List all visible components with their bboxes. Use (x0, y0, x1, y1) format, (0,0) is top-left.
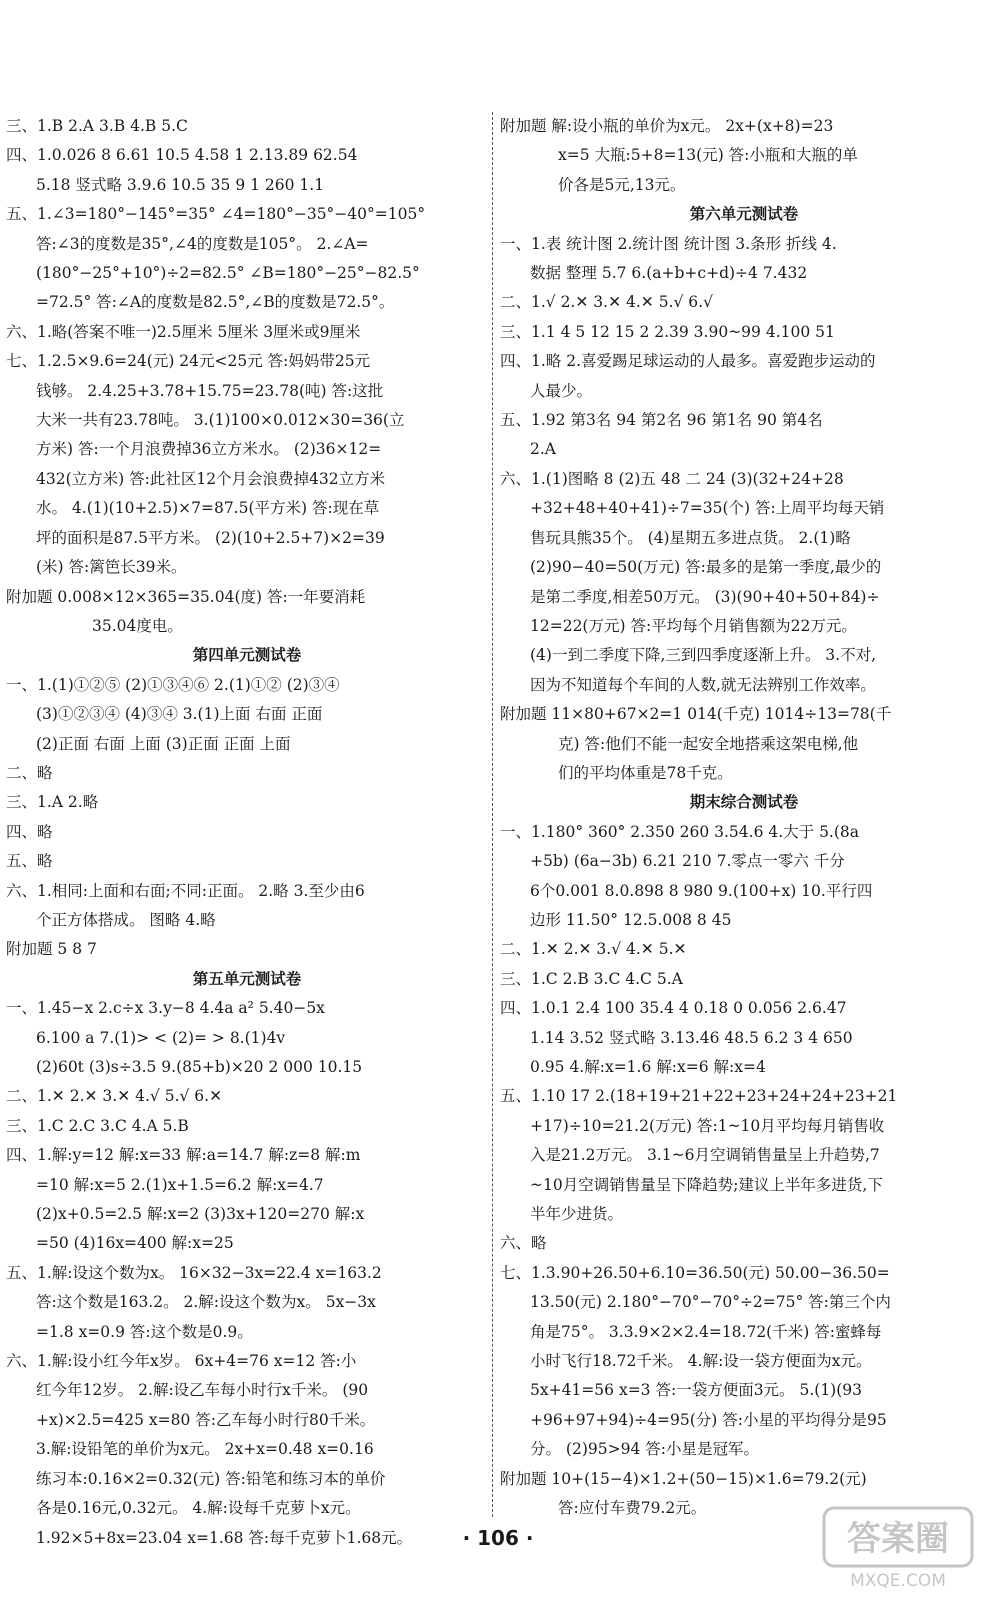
right-answer-column (500, 112, 988, 1524)
answer-line: 分。 (2)95>94 答:小星是冠军。 (530, 1440, 759, 1459)
answer-line: +5b) (6a−3b) 6.21 210 7.零点一零六 千分 (530, 852, 845, 871)
answer-line: (2)60t (3)s÷3.5 9.(85+b)×20 2 000 10.15 (36, 1058, 363, 1076)
answer-line: 钱够。 2.4.25+3.78+15.75=23.78(吨) 答:这批 (36, 381, 384, 400)
answer-line: 们的平均体重是78千克。 (558, 763, 733, 782)
answer-line: 六、1.略(答案不唯一)2.5厘米 5厘米 3厘米或9厘米 (6, 322, 361, 341)
answer-line: +17)÷10=21.2(万元) 答:1~10月平均每月销售收 (530, 1116, 885, 1135)
section-title: 期末综合测试卷 (689, 793, 799, 812)
answer-line: +32+48+40+41)÷7=35(个) 答:上周平均每天销 (530, 499, 885, 518)
answer-line: 七、1.2.5×9.6=24(元) 24元<25元 答:妈妈带25元 (6, 352, 371, 371)
answer-line: 附加题 解:设小瓶的单价为x元。 2x+(x+8)=23 (500, 117, 834, 135)
answer-line: 小时飞行18.72千米。 4.解:设一袋方便面为x元。 (530, 1352, 872, 1371)
answer-line: (2)x+0.5=2.5 解:x=2 (3)3x+120=270 解:x (36, 1205, 365, 1224)
answer-line: 六、1.(1)图略 8 (2)五 48 二 24 (3)(32+24+28 (500, 469, 844, 488)
answer-line: 三、1.C 2.B 3.C 4.C 5.A (500, 969, 683, 988)
answer-line: 0.95 4.解:x=1.6 解:x=6 解:x=4 (530, 1058, 766, 1076)
answer-line: 练习本:0.16×2=0.32(元) 答:铅笔和练习本的单价 (36, 1469, 386, 1488)
answer-line: 四、1.略 2.喜爱踢足球运动的人最多。喜爱跑步运动的 (500, 352, 876, 371)
watermark-cn-text: 答案圈 (847, 1519, 949, 1559)
answer-line: 432(立方米) 答:此社区12个月会浪费掉432立方米 (36, 469, 386, 488)
answer-line: 红今年12岁。 2.解:设乙车每小时行x千米。 (90 (36, 1381, 369, 1400)
answer-line: (2)90−40=50(万元) 答:最多的是第一季度,最少的 (530, 558, 882, 577)
answer-line: 坪的面积是87.5平方米。 (2)(10+2.5+7)×2=39 (36, 528, 385, 547)
answer-line: 2.A (530, 440, 556, 459)
answer-line: 三、1.1 4 5 12 15 2 2.39 3.90~99 4.100 51 (500, 322, 835, 341)
answer-line: 大米一共有23.78吨。 3.(1)100×0.012×30=36(立 (36, 411, 405, 430)
answer-line: 13.50(元) 2.180°−70°−70°÷2=75° 答:第三个内 (530, 1293, 891, 1312)
answer-line: =72.5° 答:∠A的度数是82.5°,∠B的度数是72.5°。 (36, 293, 395, 312)
answer-line: 35.04度电。 (92, 616, 183, 635)
watermark-en-text: MXQE.COM (850, 1571, 946, 1590)
answer-line: 六、1.解:设小红今年x岁。 6x+4=76 x=12 答:小 (6, 1352, 357, 1371)
answer-line: 答:这个数是163.2。 2.解:设这个数为x。 5x−3x (36, 1293, 376, 1312)
column-divider (492, 112, 493, 1517)
answer-line: 6个0.001 8.0.898 8 980 9.(100+x) 10.平行四 (530, 881, 873, 900)
answer-line: 附加题 10+(15−4)×1.2+(50−15)×1.6=79.2(元) (500, 1469, 867, 1488)
answer-line: x=5 大瓶:5+8=13(元) 答:小瓶和大瓶的单 (558, 146, 858, 165)
answer-line: 四、1.0.1 2.4 100 35.4 4 0.18 0 0.056 2.6.47 (500, 999, 847, 1018)
page-number: · 106 · (462, 1526, 534, 1550)
answer-line: 五、1.10 17 2.(18+19+21+22+23+24+24+23+21 (500, 1087, 898, 1106)
answer-line: 人最少。 (530, 381, 593, 400)
answer-line: 一、1.180° 360° 2.350 260 3.54.6 4.大于 5.(8a (500, 822, 860, 841)
answer-line: 数据 整理 5.7 6.(a+b+c+d)÷4 7.432 (530, 264, 808, 283)
answer-line: 三、1.A 2.略 (6, 793, 99, 812)
answer-line: 1.14 3.52 竖式略 3.13.46 48.5 6.2 3 4 650 (530, 1028, 853, 1047)
answer-line: =10 解:x=5 2.(1)x+1.5=6.2 解:x=4.7 (36, 1175, 324, 1194)
answer-line: 七、1.3.90+26.50+6.10=36.50(元) 50.00−36.50= (500, 1263, 890, 1282)
answer-line: 二、1.√ 2.✕ 3.✕ 4.✕ 5.√ 6.√ (500, 293, 713, 312)
answer-line: 四、1.解:y=12 解:x=33 解:a=14.7 解:z=8 解:m (6, 1146, 361, 1165)
answer-line: 6.100 a 7.(1)> < (2)= > 8.(1)4v (36, 1028, 286, 1047)
answer-line: 一、1.(1)①②⑤ (2)①③④⑥ 2.(1)①② (2)③④ (6, 675, 340, 694)
answer-line: 二、1.✕ 2.✕ 3.√ 4.✕ 5.✕ (500, 940, 687, 959)
answer-line: 四、略 (6, 822, 53, 841)
answer-line: 五、略 (6, 852, 53, 871)
answer-line: +96+97+94)÷4=95(分) 答:小星的平均得分是95 (530, 1410, 887, 1429)
answer-line: 入是21.2万元。 3.1~6月空调销售量呈上升趋势,7 (530, 1146, 880, 1165)
answer-line: 价各是5元,13元。 (558, 175, 686, 194)
answer-line: 答:应付车费79.2元。 (558, 1499, 707, 1518)
answer-line: 角是75°。 3.3.9×2×2.4=18.72(千米) 答:蜜蜂每 (530, 1322, 882, 1341)
answer-line: 五、1.∠3=180°−145°=35° ∠4=180°−35°−40°=105° (6, 205, 426, 224)
answer-line: 六、略 (500, 1234, 547, 1253)
answer-line: 附加题 11×80+67×2=1 014(千克) 1014÷13=78(千 (500, 705, 892, 724)
section-title: 第五单元测试卷 (192, 969, 302, 988)
answer-line: 五、1.解:设这个数为x。 16×32−3x=22.4 x=163.2 (6, 1263, 382, 1282)
answer-line: 附加题 0.008×12×365=35.04(度) 答:一年要消耗 (6, 587, 366, 606)
answer-line: 水。 4.(1)(10+2.5)×7=87.5(平方米) 答:现在草 (36, 499, 380, 518)
answer-line: 12=22(万元) 答:平均每个月销售额为22万元。 (530, 616, 857, 635)
section-title: 第六单元测试卷 (689, 205, 799, 224)
answer-line: 方米) 答:一个月浪费掉36立方米水。 (2)36×12= (36, 440, 382, 459)
answer-line: 一、1.表 统计图 2.统计图 统计图 3.条形 折线 4. (500, 234, 837, 253)
answer-line: 5x+41=56 x=3 答:一袋方便面3元。 5.(1)(93 (530, 1381, 862, 1400)
answer-line: 半年少进货。 (530, 1205, 624, 1224)
answer-line: =1.8 x=0.9 答:这个数是0.9。 (36, 1322, 253, 1341)
answer-line: 五、1.92 第3名 94 第2名 96 第1名 90 第4名 (500, 411, 823, 430)
answer-line: 一、1.45−x 2.c÷x 3.y−8 4.4a a² 5.40−5x (6, 999, 325, 1018)
watermark-logo (822, 1506, 974, 1590)
answer-line: (米) 答:篱笆长39米。 (36, 558, 187, 577)
answer-line: 二、略 (6, 763, 53, 782)
answer-line: 3.解:设铅笔的单价为x元。 2x+x=0.48 x=0.16 (36, 1440, 374, 1459)
answer-line: (2)正面 右面 上面 (3)正面 正面 上面 (36, 734, 291, 753)
answer-line: 1.92×5+8x=23.04 x=1.68 答:每千克萝卜1.68元。 (36, 1528, 413, 1547)
answer-line: 售玩具熊35个。 (4)星期五多进点货。 2.(1)略 (530, 528, 851, 547)
answer-line: ~10月空调销售量呈下降趋势;建议上半年多进货,下 (530, 1175, 883, 1194)
answer-line: 二、1.✕ 2.✕ 3.✕ 4.√ 5.√ 6.✕ (6, 1087, 223, 1106)
section-title: 第四单元测试卷 (192, 646, 302, 665)
answer-line: +x)×2.5=425 x=80 答:乙车每小时行80千米。 (36, 1410, 376, 1429)
answer-line: 答:∠3的度数是35°,∠4的度数是105°。 2.∠A= (36, 234, 369, 253)
left-answer-column (6, 112, 488, 1553)
answer-line: 三、1.C 2.C 3.C 4.A 5.B (6, 1116, 189, 1135)
answer-line: =50 (4)16x=400 解:x=25 (36, 1234, 234, 1253)
answer-line: (180°−25°+10°)÷2=82.5° ∠B=180°−25°−82.5° (36, 264, 420, 283)
answer-line: 5.18 竖式略 3.9.6 10.5 35 9 1 260 1.1 (36, 175, 325, 194)
answer-line: 因为不知道每个车间的人数,就无法辨别工作效率。 (530, 675, 876, 694)
answer-line: (3)①②③④ (4)③④ 3.(1)上面 右面 正面 (36, 705, 323, 724)
answer-line: 各是0.16元,0.32元。 4.解:设每千克萝卜x元。 (36, 1499, 361, 1518)
answer-line: (4)一到二季度下降,三到四季度逐渐上升。 3.不对, (530, 646, 877, 665)
answer-line: 附加题 5 8 7 (6, 940, 97, 959)
answer-line: 是第二季度,相差50万元。 (3)(90+40+50+84)÷ (530, 587, 880, 606)
answer-line: 六、1.相同:上面和右面;不同:正面。 2.略 3.至少由6 (6, 881, 365, 900)
answer-line: 四、1.0.026 8 6.61 10.5 4.58 1 2.13.89 62.54 (6, 146, 358, 165)
answer-line: 个正方体搭成。 图略 4.略 (36, 910, 216, 929)
answer-line: 边形 11.50° 12.5.008 8 45 (530, 910, 732, 929)
answer-line: 三、1.B 2.A 3.B 4.B 5.C (6, 117, 188, 135)
answer-line: 克) 答:他们不能一起安全地搭乘这架电梯,他 (558, 734, 859, 753)
